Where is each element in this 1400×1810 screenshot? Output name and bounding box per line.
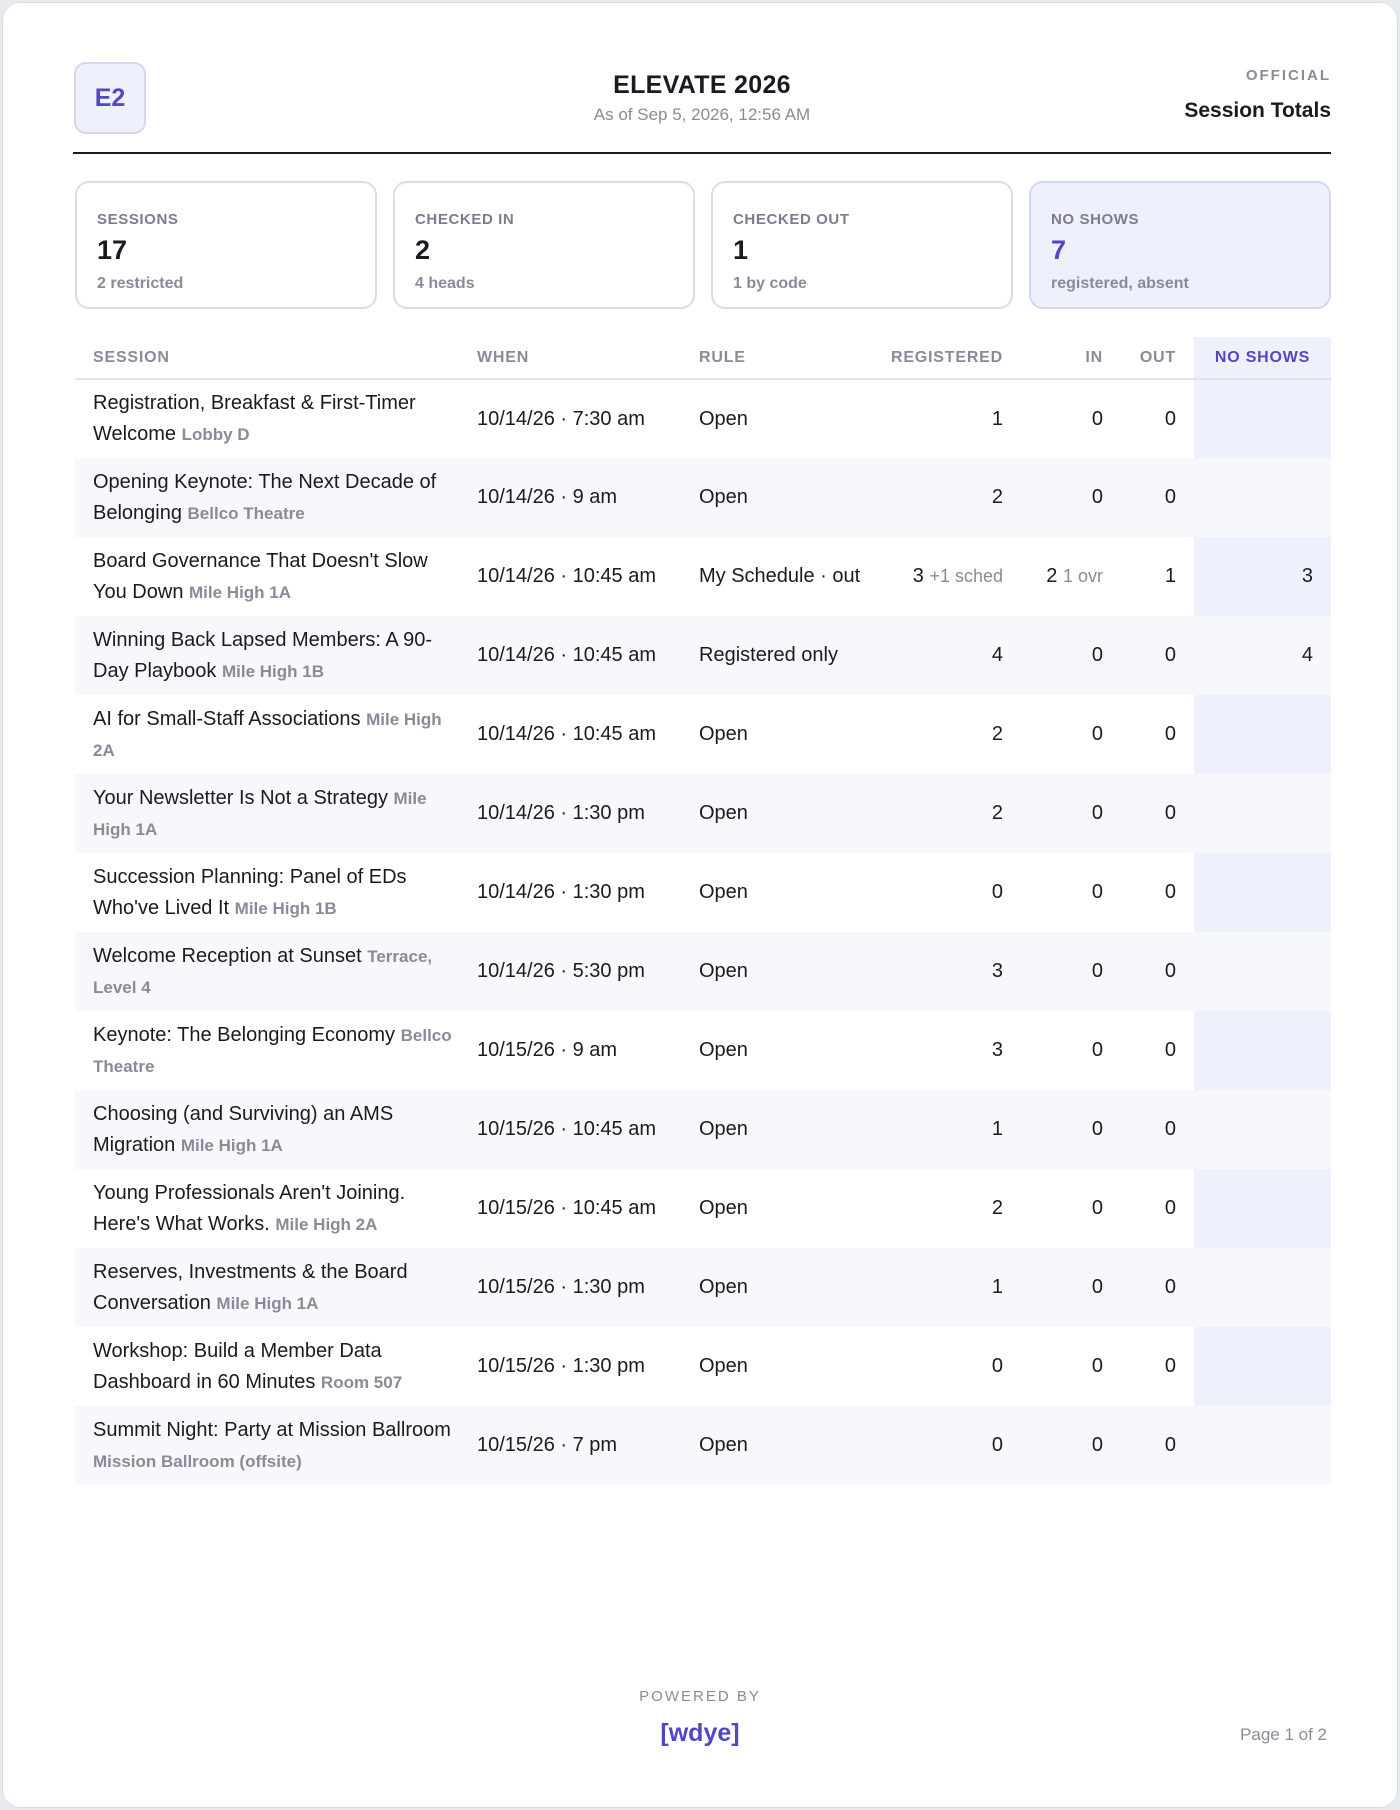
in-count: 0 — [1091, 644, 1103, 666]
session-location: Bellco Theatre — [93, 1025, 452, 1076]
session-title: Board Governance That Doesn't Slow You Down — [93, 549, 428, 603]
registered-cell — [869, 1169, 1019, 1248]
stat-label: CHECKED IN — [415, 211, 515, 228]
table-row — [75, 537, 1331, 616]
report-header — [73, 61, 1331, 154]
registered-cell — [869, 1090, 1019, 1169]
out-cell: 0 — [1119, 1090, 1194, 1169]
table-row — [75, 458, 1331, 537]
powered-by-label: POWERED BY — [639, 1688, 761, 1705]
col-header-registered: REGISTERED — [869, 337, 1019, 379]
col-header-when: WHEN — [477, 337, 699, 379]
registered-cell — [869, 1327, 1019, 1406]
registered-count: 1 — [991, 1276, 1003, 1298]
registered-cell — [869, 1406, 1019, 1485]
registered-cell — [869, 932, 1019, 1011]
registered-extra: +1 sched — [929, 566, 1003, 586]
in-cell — [1019, 695, 1119, 774]
as-of-timestamp: As of Sep 5, 2026, 12:56 AM — [593, 105, 811, 124]
page-number: Page 1 of 2 — [1240, 1725, 1327, 1744]
in-cell — [1019, 1090, 1119, 1169]
rule-cell: Open — [699, 407, 748, 430]
in-cell — [1019, 1327, 1119, 1406]
session-location: Mile High 1A — [189, 582, 292, 602]
stat-card-checked-out — [711, 181, 1013, 309]
session-location: Mile High 2A — [275, 1214, 378, 1234]
in-cell — [1019, 932, 1119, 1011]
table-row — [75, 774, 1331, 853]
event-title: ELEVATE 2026 — [613, 71, 791, 99]
session-title: Welcome Reception at Sunset — [93, 944, 362, 967]
session-title: Keynote: The Belonging Economy — [93, 1023, 396, 1046]
session-location: Mile High 1B — [221, 661, 324, 681]
in-count: 0 — [1091, 802, 1103, 824]
session-cell — [75, 379, 477, 458]
session-cell — [75, 1406, 477, 1485]
out-cell: 0 — [1164, 1039, 1176, 1061]
col-header-rule: RULE — [699, 337, 869, 379]
session-title: AI for Small-Staff Associations — [93, 707, 361, 730]
session-location: Mile High 1A — [180, 1135, 283, 1155]
no-shows-cell — [1194, 695, 1331, 774]
rule-cell: Open — [699, 1406, 869, 1485]
session-location: Mile High 1A — [216, 1293, 319, 1313]
session-cell — [75, 458, 477, 537]
rule-cell: Open — [699, 723, 748, 745]
summary-stats — [75, 181, 1331, 311]
in-cell — [1019, 774, 1119, 853]
stat-value: 1 — [733, 235, 749, 265]
out-cell: 0 — [1119, 1406, 1194, 1485]
out-cell: 0 — [1164, 407, 1176, 430]
stat-card-checked-in — [393, 181, 695, 309]
in-count: 0 — [1091, 407, 1103, 430]
session-title: Workshop: Build a Member Data Dashboard in 60 Minutes — [93, 1339, 382, 1393]
session-totals-table — [75, 337, 1331, 1485]
in-cell — [1019, 1011, 1119, 1090]
registered-count: 2 — [991, 802, 1003, 824]
when-cell: 10/14/26 · 10:45 am — [477, 616, 699, 695]
in-count: 0 — [1091, 1355, 1103, 1377]
session-location: Mile High 2A — [93, 709, 442, 760]
no-shows-cell — [1194, 774, 1331, 853]
when-cell: 10/14/26 · 9 am — [477, 458, 699, 537]
registered-cell — [869, 853, 1019, 932]
in-cell — [1019, 537, 1119, 616]
table-row — [75, 1406, 1331, 1485]
no-shows-cell — [1194, 1090, 1331, 1169]
registered-cell — [869, 458, 1019, 537]
when-cell: 10/15/26 · 10:45 am — [477, 1197, 657, 1219]
session-title: Reserves, Investments & the Board Conversation — [93, 1260, 408, 1314]
registered-count: 3 — [912, 565, 924, 587]
session-title: Opening Keynote: The Next Decade of Belonging — [93, 470, 437, 524]
session-title: Your Newsletter Is Not a Strategy — [93, 786, 388, 809]
brand-logo: [wdye] — [660, 1719, 740, 1747]
rule-cell: Open — [699, 1355, 748, 1377]
in-cell — [1019, 1406, 1119, 1485]
session-cell — [75, 537, 477, 616]
col-header-no-shows: NO SHOWS — [1194, 337, 1331, 379]
stat-sub: 4 heads — [415, 275, 475, 292]
in-count: 0 — [1091, 1276, 1103, 1298]
no-shows-cell — [1194, 1406, 1331, 1485]
registered-cell — [869, 695, 1019, 774]
in-count: 0 — [1091, 881, 1103, 903]
registered-cell — [869, 537, 1019, 616]
when-cell: 10/14/26 · 1:30 pm — [477, 774, 699, 853]
session-cell — [75, 1011, 477, 1090]
when-cell: 10/14/26 · 10:45 am — [477, 565, 657, 587]
session-location: Mile High 1A — [93, 788, 427, 839]
rule-cell: Open — [699, 1090, 869, 1169]
out-cell: 0 — [1164, 1355, 1176, 1377]
rule-cell: Open — [699, 932, 869, 1011]
session-cell — [75, 1169, 477, 1248]
no-shows-cell — [1194, 853, 1331, 932]
table-row — [75, 1169, 1331, 1248]
out-cell: 0 — [1164, 1197, 1176, 1219]
rule-cell: Open — [699, 1248, 869, 1327]
registered-count: 1 — [991, 407, 1003, 430]
registered-cell — [869, 379, 1019, 458]
rule-cell: Registered only — [699, 616, 869, 695]
when-cell: 10/15/26 · 1:30 pm — [477, 1248, 699, 1327]
session-location: Bellco Theatre — [187, 503, 305, 523]
stat-card-sessions — [75, 181, 377, 309]
rule-cell: Open — [699, 881, 748, 903]
session-cell — [75, 695, 477, 774]
in-count: 0 — [1091, 1434, 1103, 1456]
stat-card-no-shows — [1029, 181, 1331, 309]
registered-count: 2 — [991, 723, 1003, 745]
out-cell: 0 — [1164, 881, 1176, 903]
in-extra: 1 ovr — [1062, 566, 1103, 586]
registered-count: 2 — [991, 1197, 1003, 1219]
report-title: Session Totals — [1184, 99, 1331, 122]
in-cell — [1019, 616, 1119, 695]
registered-count: 0 — [991, 881, 1003, 903]
session-cell — [75, 853, 477, 932]
when-cell: 10/15/26 · 10:45 am — [477, 1090, 699, 1169]
session-location: Terrace, Level 4 — [93, 946, 433, 997]
stat-value: 7 — [1051, 235, 1067, 265]
session-title: Summit Night: Party at Mission Ballroom — [93, 1418, 451, 1441]
when-cell: 10/15/26 · 7 pm — [477, 1406, 699, 1485]
table-row — [75, 1090, 1331, 1169]
when-cell: 10/15/26 · 9 am — [477, 1039, 618, 1061]
col-header-out: OUT — [1119, 337, 1194, 379]
registered-count: 0 — [991, 1355, 1003, 1377]
session-cell — [75, 774, 477, 853]
col-header-in: IN — [1019, 337, 1119, 379]
registered-cell — [869, 774, 1019, 853]
stat-sub: 2 restricted — [97, 275, 184, 292]
table-row — [75, 1011, 1331, 1090]
in-count: 0 — [1091, 1039, 1103, 1061]
table-row — [75, 695, 1331, 774]
in-count: 2 — [1046, 565, 1058, 587]
out-cell: 0 — [1119, 932, 1194, 1011]
out-cell: 0 — [1164, 723, 1176, 745]
session-title: Succession Planning: Panel of EDs Who've Lived It — [93, 865, 407, 919]
table-row — [75, 1248, 1331, 1327]
out-cell: 0 — [1119, 458, 1194, 537]
stat-value: 2 — [415, 235, 431, 265]
stat-value: 17 — [97, 235, 128, 265]
table-row — [75, 379, 1331, 458]
out-cell: 0 — [1119, 774, 1194, 853]
table-row — [75, 853, 1331, 932]
registered-cell — [869, 1011, 1019, 1090]
session-title: Registration, Breakfast & First-Timer Welcome — [93, 392, 416, 445]
registered-count: 4 — [991, 644, 1003, 666]
registered-count: 1 — [991, 1118, 1003, 1140]
out-cell: 1 — [1164, 565, 1176, 587]
in-count: 0 — [1091, 1118, 1103, 1140]
no-shows-cell — [1194, 458, 1331, 537]
session-title: Young Professionals Aren't Joining. Here's What Works. — [93, 1181, 406, 1235]
when-cell: 10/14/26 · 10:45 am — [477, 723, 657, 745]
out-cell: 0 — [1119, 616, 1194, 695]
out-cell: 0 — [1119, 1248, 1194, 1327]
rule-cell: My Schedule · out — [699, 565, 861, 587]
registered-count: 0 — [991, 1434, 1003, 1456]
no-shows-cell — [1194, 1169, 1331, 1248]
rule-cell: Open — [699, 458, 869, 537]
session-cell — [75, 1248, 477, 1327]
table-row — [75, 932, 1331, 1011]
session-cell — [75, 1090, 477, 1169]
no-shows-cell: 4 — [1194, 616, 1331, 695]
stat-sub: registered, absent — [1051, 275, 1189, 292]
official-kicker: OFFICIAL — [1245, 67, 1331, 84]
in-cell — [1019, 458, 1119, 537]
rule-cell: Open — [699, 1197, 748, 1219]
when-cell: 10/14/26 · 1:30 pm — [477, 881, 645, 903]
no-shows-cell — [1194, 932, 1331, 1011]
registered-cell — [869, 1248, 1019, 1327]
table-row — [75, 616, 1331, 695]
rule-cell: Open — [699, 774, 869, 853]
registered-count: 3 — [991, 1039, 1003, 1061]
session-title: Choosing (and Surviving) an AMS Migration — [93, 1102, 394, 1156]
in-cell — [1019, 1169, 1119, 1248]
table-row — [75, 1327, 1331, 1406]
in-count: 0 — [1091, 723, 1103, 745]
session-location: Lobby D — [181, 425, 250, 444]
session-cell — [75, 932, 477, 1011]
in-count: 0 — [1091, 486, 1103, 508]
no-shows-cell: 3 — [1194, 537, 1331, 616]
session-location: Room 507 — [320, 1372, 403, 1392]
stat-label: CHECKED OUT — [733, 211, 850, 228]
no-shows-cell — [1194, 1011, 1331, 1090]
session-location: Mission Ballroom (offsite) — [93, 1451, 302, 1471]
when-cell: 10/14/26 · 5:30 pm — [477, 932, 699, 1011]
session-location: Mile High 1B — [234, 898, 337, 918]
in-cell — [1019, 1248, 1119, 1327]
table-header-row — [75, 337, 1331, 379]
session-cell — [75, 1327, 477, 1406]
no-shows-cell — [1194, 1327, 1331, 1406]
rule-cell: Open — [699, 1039, 748, 1061]
when-cell: 10/15/26 · 1:30 pm — [477, 1355, 645, 1377]
no-shows-cell — [1194, 379, 1331, 458]
session-title: Winning Back Lapsed Members: A 90-Day Playbook — [93, 628, 433, 682]
stat-label: NO SHOWS — [1051, 211, 1140, 228]
in-cell — [1019, 379, 1119, 458]
in-cell — [1019, 853, 1119, 932]
registered-count: 3 — [991, 960, 1003, 982]
no-shows-cell — [1194, 1248, 1331, 1327]
registered-count: 2 — [991, 486, 1003, 508]
report-page — [2, 2, 1398, 1808]
in-count: 0 — [1091, 960, 1103, 982]
when-cell: 10/14/26 · 7:30 am — [477, 407, 645, 430]
stat-label: SESSIONS — [97, 211, 179, 228]
event-logo: E2 — [74, 62, 146, 134]
registered-cell — [869, 616, 1019, 695]
stat-sub: 1 by code — [733, 275, 807, 292]
session-cell — [75, 616, 477, 695]
col-header-session: SESSION — [75, 337, 477, 379]
in-count: 0 — [1091, 1197, 1103, 1219]
